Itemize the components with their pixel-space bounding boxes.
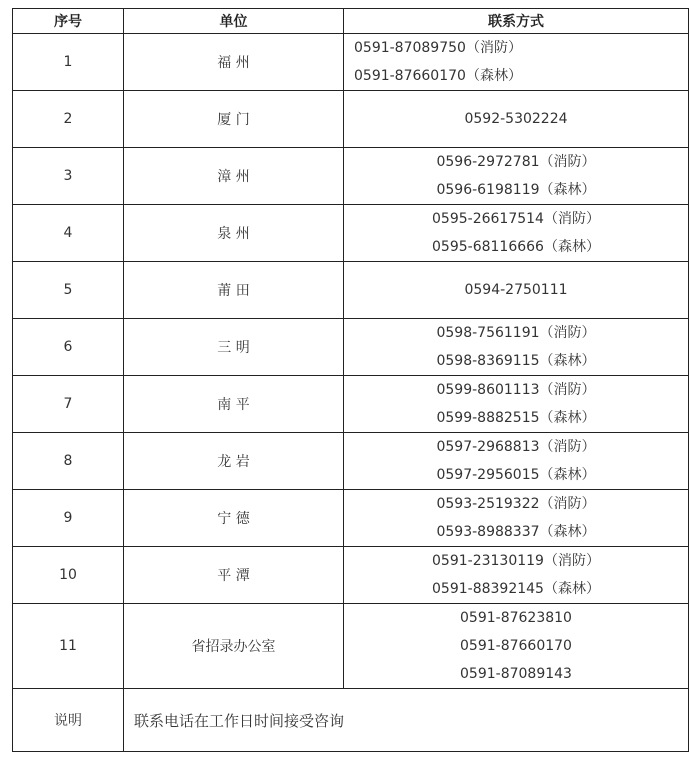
row-contact (344, 34, 689, 91)
row-contact (344, 433, 689, 490)
row-number: 10 (13, 547, 124, 604)
table-row (13, 376, 689, 433)
row-number: 4 (13, 205, 124, 262)
phone-number: 0591-87660170 (460, 638, 572, 654)
note-label: 说明 (13, 689, 124, 752)
phone-number: 0591-87660170（森林） (354, 68, 522, 84)
row-unit: 福 州 (124, 34, 344, 91)
row-unit: 平 潭 (124, 547, 344, 604)
row-number: 6 (13, 319, 124, 376)
table-row (13, 262, 689, 319)
row-contact (344, 376, 689, 433)
phone-number: 0599-8601113（消防） (436, 382, 596, 398)
table-row (13, 433, 689, 490)
row-contact (344, 262, 689, 319)
table-row (13, 490, 689, 547)
phone-number: 0594-2750111 (464, 282, 568, 298)
table-row (13, 91, 689, 148)
row-contact (344, 604, 689, 689)
table-row (13, 34, 689, 91)
row-unit: 省招录办公室 (124, 604, 344, 689)
row-contact (344, 148, 689, 205)
phone-number: 0598-8369115（森林） (436, 353, 596, 369)
row-unit: 泉 州 (124, 205, 344, 262)
row-number: 11 (13, 604, 124, 689)
row-number: 3 (13, 148, 124, 205)
note-text: 联系电话在工作日时间接受咨询 (124, 689, 689, 752)
header-no: 序号 (13, 9, 124, 34)
row-contact (344, 91, 689, 148)
table-row (13, 547, 689, 604)
header-unit: 单位 (124, 9, 344, 34)
phone-number: 0592-5302224 (464, 111, 568, 127)
phone-number: 0596-6198119（森林） (436, 182, 596, 198)
row-unit: 莆 田 (124, 262, 344, 319)
phone-number: 0599-8882515（森林） (436, 410, 596, 426)
phone-number: 0595-26617514（消防） (432, 211, 600, 227)
row-number: 9 (13, 490, 124, 547)
row-number: 1 (13, 34, 124, 91)
phone-number: 0595-68116666（森林） (432, 239, 600, 255)
phone-number: 0597-2956015（森林） (436, 467, 596, 483)
row-contact (344, 205, 689, 262)
phone-number: 0591-23130119（消防） (432, 553, 600, 569)
table-row (13, 205, 689, 262)
row-unit: 龙 岩 (124, 433, 344, 490)
row-unit: 三 明 (124, 319, 344, 376)
row-contact (344, 319, 689, 376)
header-row (13, 9, 689, 34)
row-unit: 厦 门 (124, 91, 344, 148)
row-unit: 漳 州 (124, 148, 344, 205)
row-number: 5 (13, 262, 124, 319)
row-contact (344, 547, 689, 604)
row-unit: 南 平 (124, 376, 344, 433)
row-unit: 宁 德 (124, 490, 344, 547)
phone-number: 0596-2972781（消防） (436, 154, 596, 170)
table-row (13, 148, 689, 205)
row-number: 7 (13, 376, 124, 433)
phone-number: 0591-87089750（消防） (354, 40, 522, 56)
table-row (13, 604, 689, 689)
row-contact (344, 490, 689, 547)
phone-number: 0598-7561191（消防） (436, 325, 596, 341)
row-number: 2 (13, 91, 124, 148)
phone-number: 0593-8988337（森林） (436, 524, 596, 540)
phone-number: 0591-88392145（森林） (432, 581, 600, 597)
note-row (13, 689, 689, 752)
header-contact: 联系方式 (344, 9, 689, 34)
phone-number: 0597-2968813（消防） (436, 439, 596, 455)
row-number: 8 (13, 433, 124, 490)
table-row (13, 319, 689, 376)
contact-table (12, 8, 689, 752)
phone-number: 0593-2519322（消防） (436, 496, 596, 512)
phone-number: 0591-87623810 (460, 610, 572, 626)
phone-number: 0591-87089143 (460, 666, 572, 682)
